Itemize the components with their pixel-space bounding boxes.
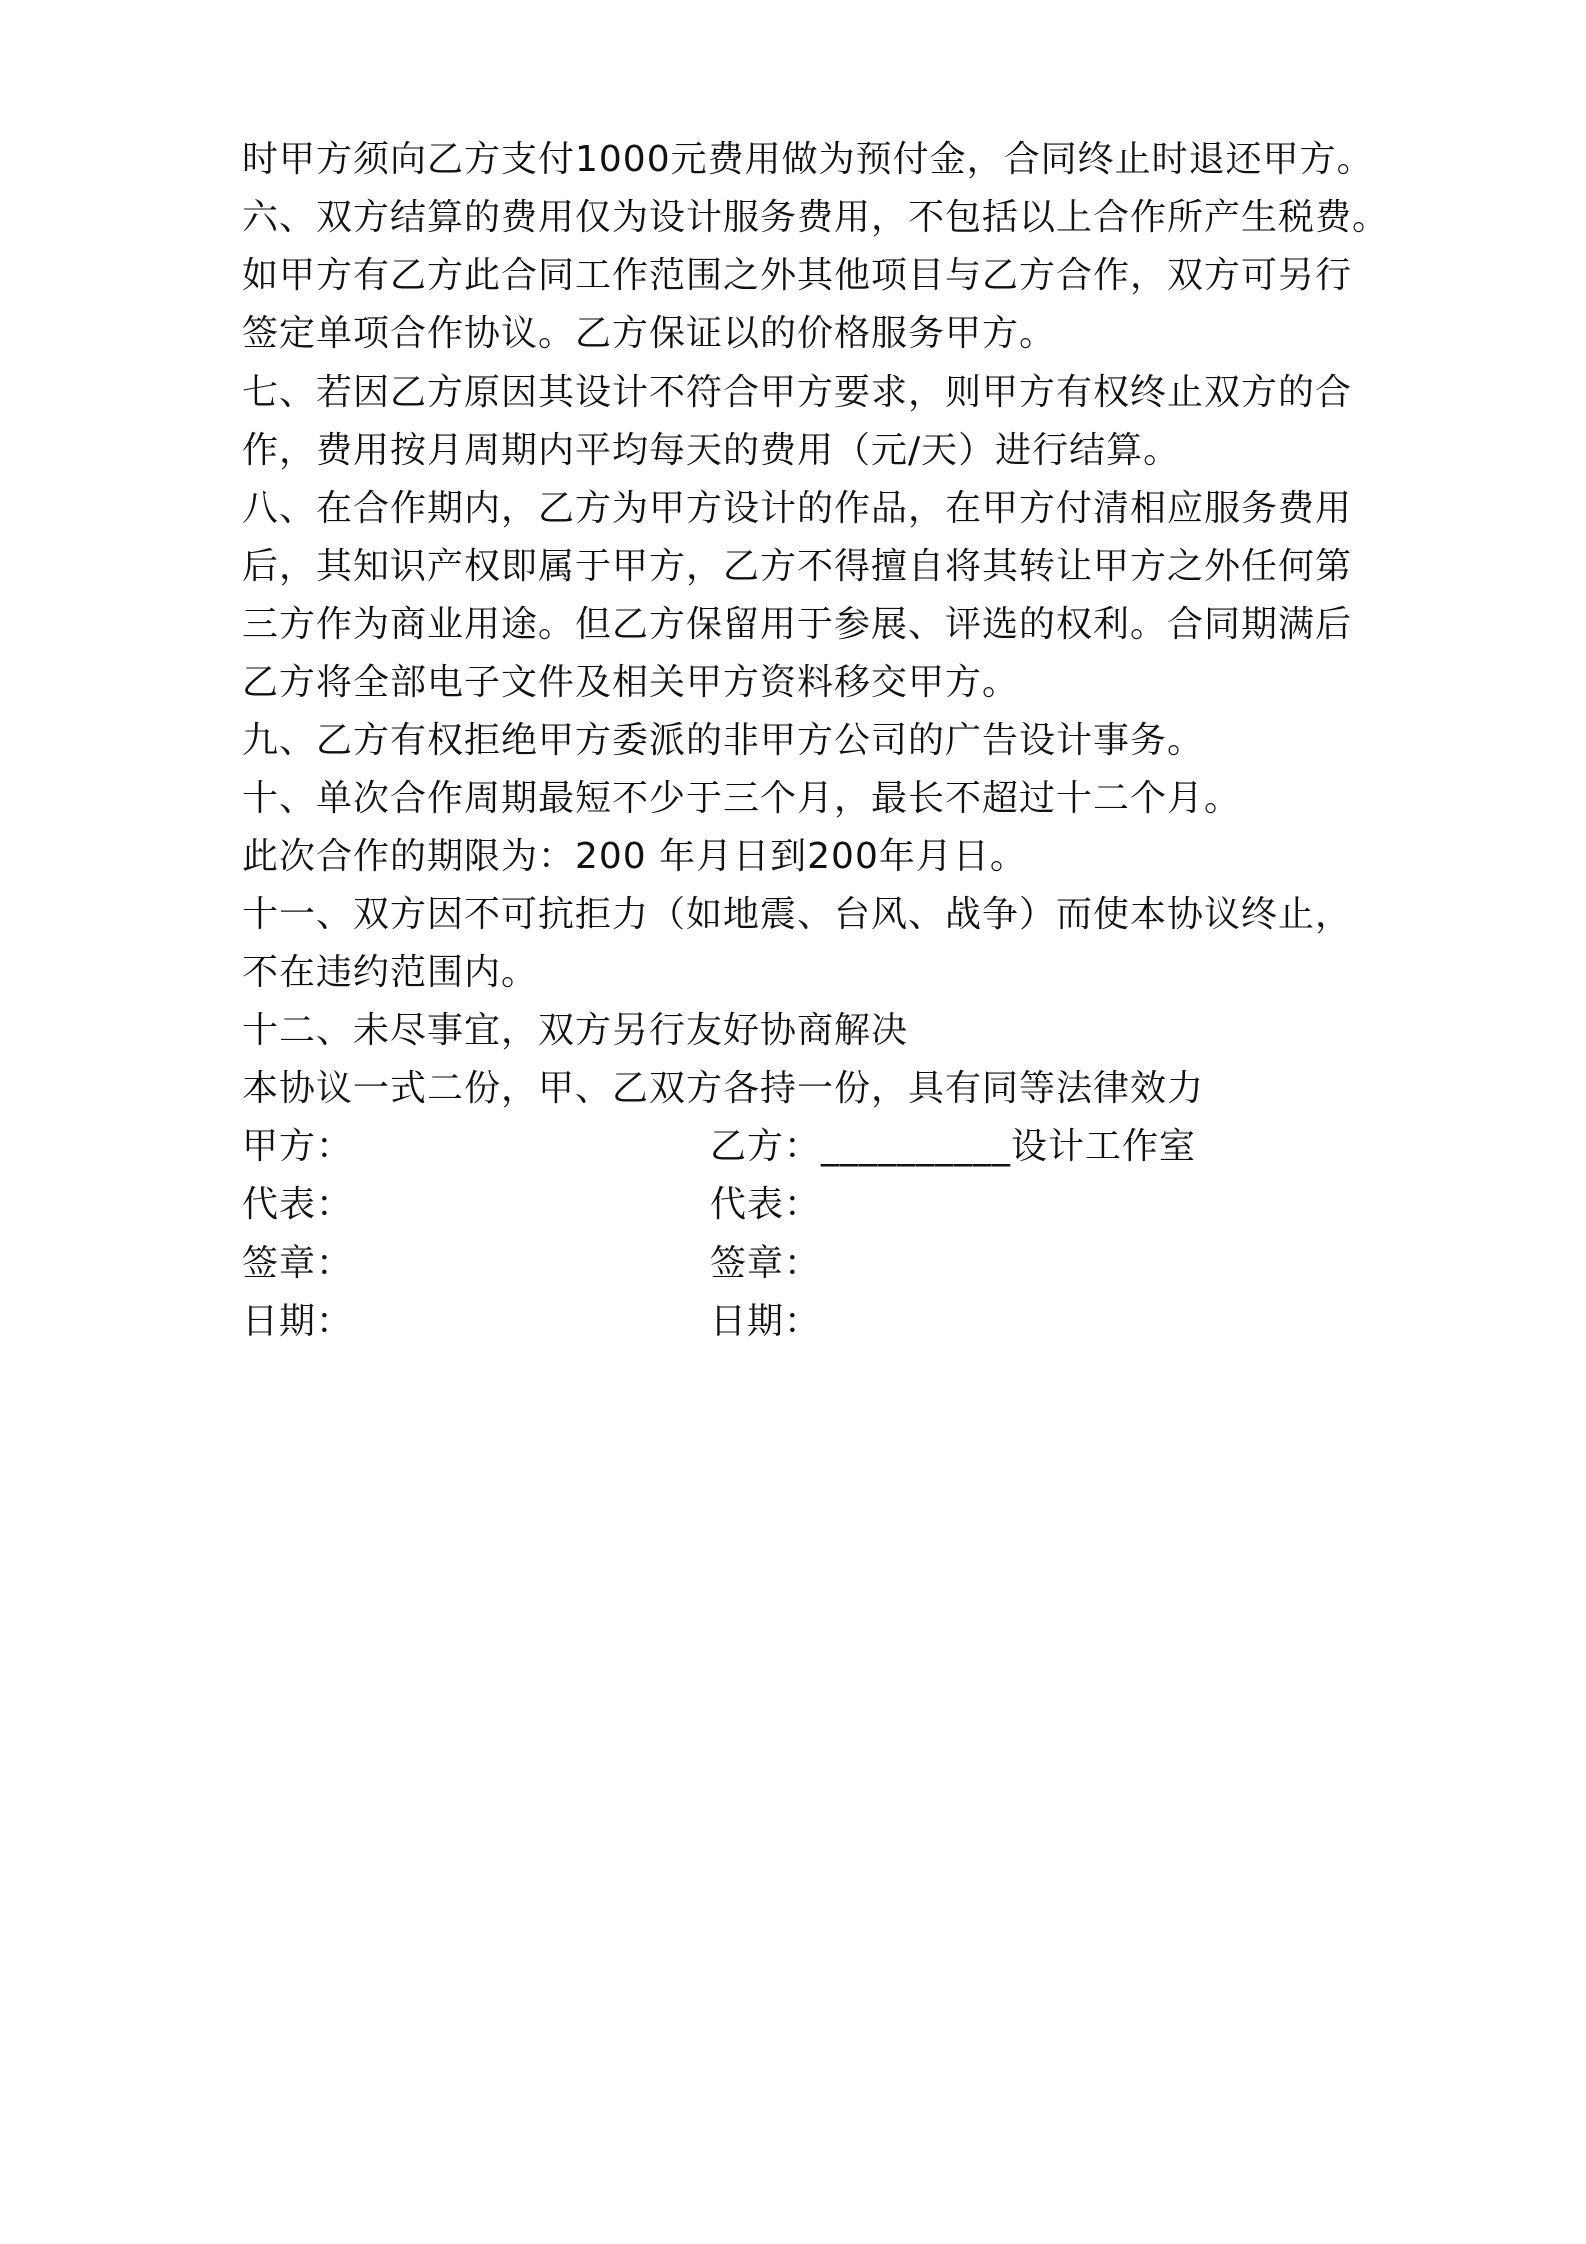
text-line-clause-6-cont-1: 如甲方有乙方此合同工作范围之外其他项目与乙方合作，双方可另行 [242,255,1353,296]
text-line-clause-11-cont: 不在违约范围内。 [242,952,539,993]
signature-row-representative [242,1181,1362,1229]
text-line-clause-10: 十、单次合作周期最短不少于三个月，最长不超过十二个月。 [242,778,1242,819]
text-line-clause-8-cont-3: 乙方将全部电子文件及相关甲方资料移交甲方。 [242,662,1020,703]
text-line-term-period: 此次合作的期限为：200 年月日到200年月日。 [242,836,1027,877]
text-line-clause-7-cont: 作，费用按月周期内平均每天的费用（元/天）进行结算。 [242,430,1181,471]
rep-b-label: 代表： [710,1184,822,1225]
party-b-label: 乙方：__________设计工作室 [710,1126,1197,1167]
text-line-clause-8: 八、在合作期内，乙方为甲方设计的作品，在甲方付清相应服务费用 [242,488,1353,529]
text-line-clause-8-cont-2: 三方作为商业用途。但乙方保留用于参展、评选的权利。合同期满后 [242,604,1353,645]
text-line-copies: 本协议一式二份，甲、乙双方各持一份，具有同等法律效力 [242,1068,1205,1109]
date-b-label: 日期： [710,1301,822,1342]
signature-row-date [242,1298,1362,1346]
signature-row-party [242,1123,1362,1171]
seal-b-label: 签章： [710,1243,822,1284]
text-line-clause-8-cont-1: 后，其知识产权即属于甲方，乙方不得擅自将其转让甲方之外任何第 [242,546,1353,587]
text-line-clause-7: 七、若因乙方原因其设计不符合甲方要求，则甲方有权终止双方的合 [242,372,1353,413]
text-line-prepayment: 时甲方须向乙方支付1000元费用做为预付金，合同终止时退还甲方。 [242,139,1374,180]
party-a-label: 甲方： [242,1126,354,1167]
text-line-clause-6-cont-2: 签定单项合作协议。乙方保证以的价格服务甲方。 [242,313,1057,354]
rep-a-label: 代表： [242,1184,354,1225]
text-line-clause-12: 十二、未尽事宜，双方另行友好协商解决 [242,1010,909,1051]
seal-a-label: 签章： [242,1243,354,1284]
text-line-clause-9: 九、乙方有权拒绝甲方委派的非甲方公司的广告设计事务。 [242,720,1205,761]
signature-row-seal [242,1240,1362,1288]
text-line-clause-11: 十一、双方因不可抗拒力（如地震、台风、战争）而使本协议终止， [242,894,1353,935]
text-line-clause-6: 六、双方结算的费用仅为设计服务费用，不包括以上合作所产生税费。 [242,197,1390,238]
date-a-label: 日期： [242,1301,354,1342]
